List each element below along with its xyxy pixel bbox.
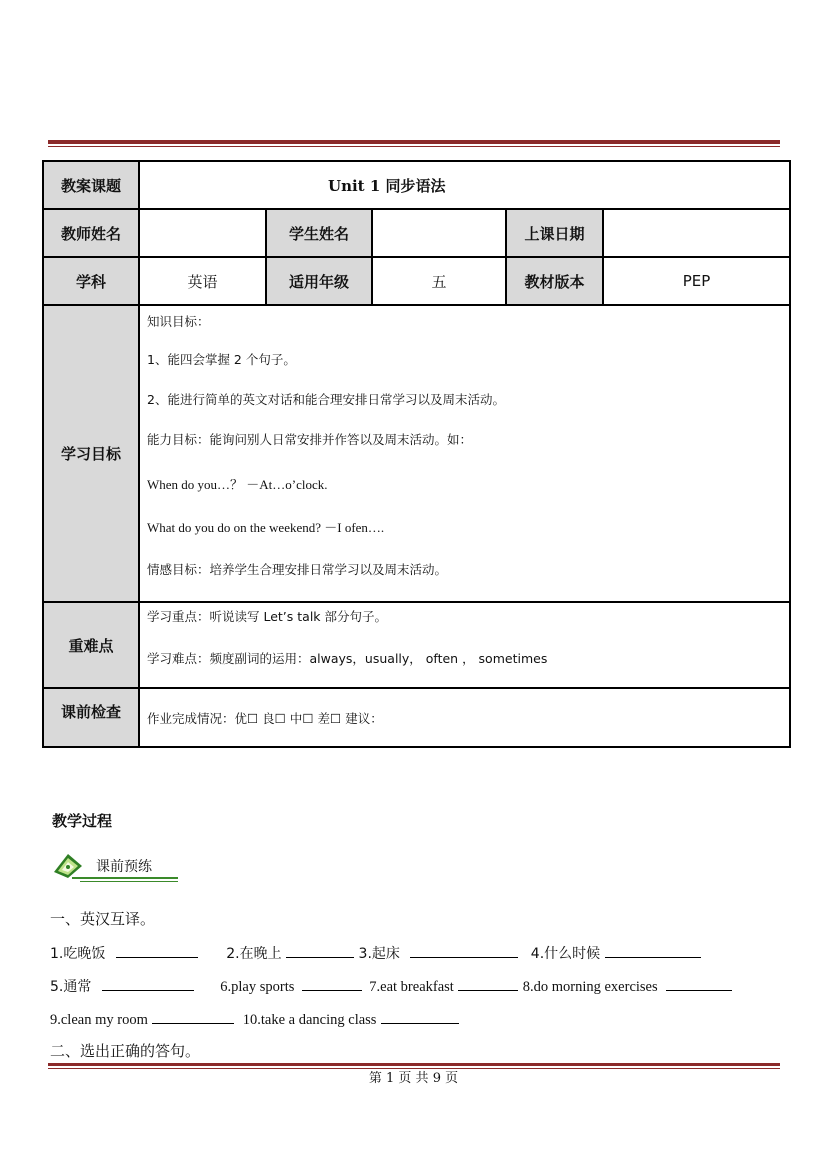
exercise-row-3 xyxy=(50,1009,459,1029)
exercise-row-1 xyxy=(50,943,701,963)
teacher-value[interactable] xyxy=(139,209,266,257)
goals-content xyxy=(139,305,790,602)
section-2-title: 二、选出正确的答句。 xyxy=(50,1042,201,1060)
section-1-title: 一、英汉互译。 xyxy=(50,910,156,928)
q1-label: 1.吃晚饭 xyxy=(50,946,106,962)
homework-check[interactable]: 作业完成情况：优☐ 良☐ 中☐ 差☐ 建议： xyxy=(147,710,383,726)
lesson-info-table xyxy=(42,160,791,748)
example-sentence-1: When do you…？ －At…o’clock. xyxy=(147,477,328,492)
q10-blank[interactable] xyxy=(381,1009,459,1024)
q9-label: 9.clean my room xyxy=(50,1012,148,1028)
preview-banner-label: 课前预练 xyxy=(96,859,152,875)
topic-label: 教案课题 xyxy=(43,161,139,209)
topic-value: Unit 1 同步语法 xyxy=(139,161,790,209)
page-footer: 第 1 页 共 9 页 xyxy=(368,1071,459,1086)
date-value[interactable] xyxy=(603,209,790,257)
ability-goal: 能力目标：能询问别人日常安排并作答以及周末活动。如： xyxy=(147,432,473,447)
q2-blank[interactable] xyxy=(286,943,354,958)
header-rule xyxy=(48,140,780,147)
q4-label: 4.什么时候 xyxy=(530,946,601,962)
check-label: 课前检查 xyxy=(43,688,139,747)
key-point: 学习重点：听说读写 Let’s talk 部分句子。 xyxy=(147,609,388,624)
example-sentence-2: What do you do on the weekend? －I ofen…. xyxy=(147,520,385,535)
date-label: 上课日期 xyxy=(506,209,603,257)
subject-label: 学科 xyxy=(43,257,139,305)
q5-blank[interactable] xyxy=(102,976,194,991)
grade-label: 适用年级 xyxy=(266,257,372,305)
q2-label: 2.在晚上 xyxy=(226,946,282,962)
q8-blank[interactable] xyxy=(666,976,732,991)
book-icon xyxy=(52,850,88,880)
q4-blank[interactable] xyxy=(605,943,701,958)
q5-label: 5.通常 xyxy=(50,979,92,995)
key-label: 重难点 xyxy=(43,602,139,688)
q8-label: 8.do morning exercises xyxy=(522,979,658,995)
key-content xyxy=(139,602,790,688)
exercise-row-2 xyxy=(50,976,732,996)
q7-label: 7.eat breakfast xyxy=(369,979,454,995)
process-title: 教学过程 xyxy=(52,812,113,830)
q6-label: 6.play sports xyxy=(220,979,295,995)
teacher-label: 教师姓名 xyxy=(43,209,139,257)
knowledge-item-1: 1、能四会掌握 2 个句子。 xyxy=(147,352,296,367)
grade-value: 五 xyxy=(372,257,506,305)
q3-label: 3.起床 xyxy=(358,946,400,962)
edition-label: 教材版本 xyxy=(506,257,603,305)
knowledge-item-2: 2、能进行简单的英文对话和能合理安排日常学习以及周末活动。 xyxy=(147,392,505,407)
subject-value: 英语 xyxy=(139,257,266,305)
q7-blank[interactable] xyxy=(458,976,518,991)
student-label: 学生姓名 xyxy=(266,209,372,257)
knowledge-heading: 知识目标： xyxy=(147,314,210,329)
goals-label: 学习目标 xyxy=(43,305,139,602)
q3-blank[interactable] xyxy=(410,943,518,958)
q10-label: 10.take a dancing class xyxy=(242,1012,377,1028)
preview-banner xyxy=(52,850,178,882)
q1-blank[interactable] xyxy=(116,943,198,958)
q9-blank[interactable] xyxy=(152,1009,234,1024)
difficult-point: 学习难点：频度副词的运用：always，usually， often ， sometimes xyxy=(147,651,548,666)
emotion-goal: 情感目标：培养学生合理安排日常学习以及周末活动。 xyxy=(147,562,448,577)
edition-value: PEP xyxy=(603,257,790,305)
check-content xyxy=(139,688,790,747)
q6-blank[interactable] xyxy=(302,976,362,991)
student-value[interactable] xyxy=(372,209,506,257)
